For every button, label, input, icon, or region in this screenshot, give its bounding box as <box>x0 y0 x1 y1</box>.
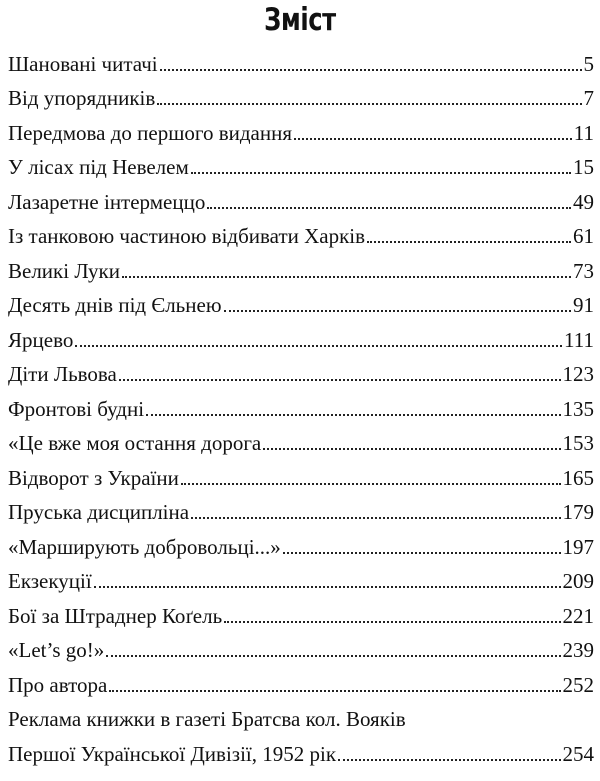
toc-entry-title: У лісах під Невелем <box>8 155 189 179</box>
dot-leader <box>146 414 560 416</box>
dot-leader <box>94 586 561 588</box>
toc-entry-page: 61 <box>573 224 594 248</box>
toc-entry <box>8 247 594 282</box>
toc-entry-title: Із танковою частиною відбивати Харків <box>8 224 366 248</box>
toc-entry-title: Бої за Штраднер Коґель <box>8 603 223 628</box>
toc-entry-title: Фронтові будні <box>8 396 145 421</box>
dot-leader <box>367 241 571 243</box>
toc-entry <box>8 109 594 144</box>
toc-entry-page: 111 <box>564 327 594 352</box>
toc-entry-title: Діти Львова <box>8 362 117 386</box>
toc-entry-title: Екзекуції <box>8 569 92 593</box>
toc-entry <box>8 213 594 248</box>
toc-entry <box>8 385 594 420</box>
toc-entry <box>8 40 594 75</box>
toc-entry-title: Десять днів під Єльнею <box>8 293 222 317</box>
dot-leader <box>263 448 560 450</box>
toc-entry <box>8 661 594 696</box>
dot-leader <box>224 621 560 623</box>
toc-entry-page: 239 <box>562 638 594 662</box>
toc-entry-page: 123 <box>562 362 594 386</box>
toc-entry-page: 91 <box>573 293 594 317</box>
toc-entry <box>8 351 594 386</box>
toc-entry-title: Шановані читачі <box>8 51 158 76</box>
dot-leader <box>191 517 560 519</box>
toc-entry-title: Передмова до першого видання <box>8 120 293 145</box>
toc-entry-title: Лазаретне інтермеццо <box>8 189 206 214</box>
toc-entry-page: 49 <box>573 189 594 214</box>
toc-entry-title: Про автора <box>8 672 108 697</box>
dot-leader <box>224 310 571 312</box>
toc-entry <box>8 627 594 662</box>
toc-entry-title: Великі Луки <box>8 258 120 283</box>
dot-leader <box>106 655 560 657</box>
toc-entry-page: 179 <box>562 500 594 524</box>
toc-entry <box>8 730 594 765</box>
toc-entry-page: 7 <box>583 86 594 110</box>
table-of-contents <box>8 40 594 765</box>
toc-entry-title: Першої Української Дивізії, 1952 рік <box>8 741 337 766</box>
toc-entry <box>8 592 594 627</box>
toc-entry <box>8 282 594 317</box>
toc-entry-page: 221 <box>562 603 594 628</box>
toc-entry-title: Від упорядників <box>8 86 156 110</box>
toc-entry-page: 254 <box>562 741 594 766</box>
toc-entry <box>8 696 594 731</box>
page-title: Зміст <box>264 2 336 38</box>
dot-leader <box>160 69 582 71</box>
toc-entry <box>8 489 594 524</box>
toc-entry <box>8 454 594 489</box>
toc-entry <box>8 178 594 213</box>
dot-leader <box>207 207 571 209</box>
dot-leader <box>191 172 571 174</box>
toc-entry-page: 197 <box>562 534 594 559</box>
dot-leader <box>109 690 560 692</box>
toc-entry <box>8 144 594 179</box>
toc-entry-title: Ярцево <box>8 327 74 352</box>
toc-entry-page: 252 <box>562 672 594 697</box>
dot-leader <box>294 138 572 140</box>
toc-entry-page: 5 <box>583 51 594 76</box>
dot-leader <box>157 103 581 105</box>
toc-entry <box>8 558 594 593</box>
toc-entry-page: 165 <box>562 465 594 490</box>
toc-entry-page: 73 <box>573 258 594 283</box>
toc-entry <box>8 316 594 351</box>
dot-leader <box>75 345 562 347</box>
dot-leader <box>122 276 571 278</box>
toc-entry <box>8 523 594 558</box>
toc-entry-title: «Марширують добровольці...» <box>8 534 281 559</box>
toc-entry-page: 15 <box>573 155 594 179</box>
toc-entry-title: Реклама книжки в газеті Братсва кол. Вояків <box>8 707 406 731</box>
dot-leader <box>283 552 561 554</box>
toc-entry <box>8 420 594 455</box>
toc-entry-title: Відворот з України <box>8 465 179 490</box>
toc-entry-title: «Let’s go!» <box>8 638 105 662</box>
toc-entry-page: 153 <box>562 431 594 455</box>
dot-leader <box>119 379 561 381</box>
toc-entry <box>8 75 594 110</box>
toc-entry-page: 11 <box>573 120 594 145</box>
toc-entry-page: 209 <box>562 569 594 593</box>
toc-entry-title: «Це вже моя остання дорога <box>8 431 262 455</box>
toc-entry-page: 135 <box>562 396 594 421</box>
toc-entry-title: Пруська дисципліна <box>8 500 190 524</box>
dot-leader <box>338 759 560 761</box>
dot-leader <box>181 483 561 485</box>
